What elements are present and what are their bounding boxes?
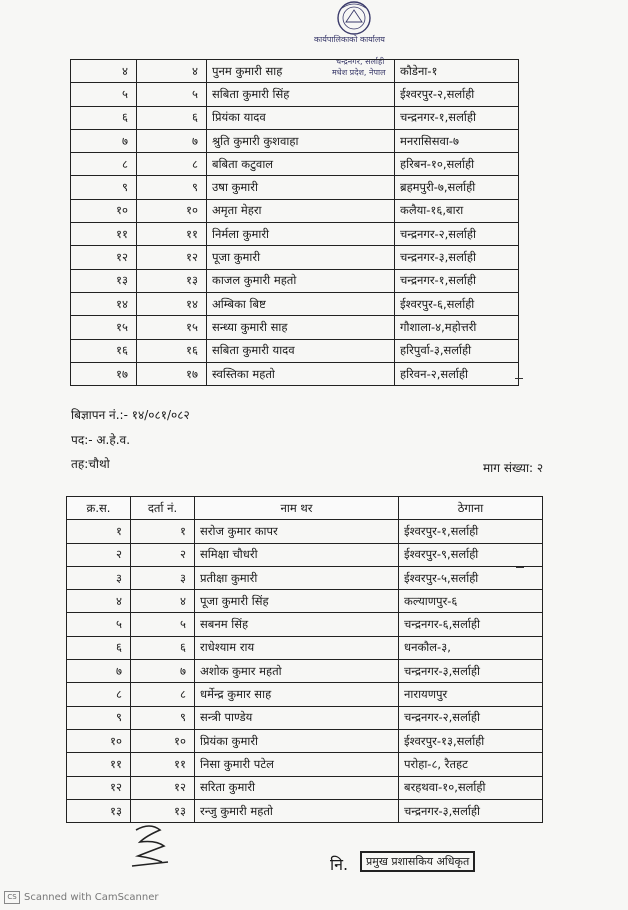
signature-title-stamp: प्रमुख प्रशासकिय अधिकृत	[360, 851, 475, 872]
address-cell: धनकौल-३,	[399, 636, 543, 659]
serial-cell: ३	[67, 566, 131, 589]
registration-cell: ६	[131, 636, 195, 659]
candidates-table	[66, 496, 543, 823]
table-row	[71, 223, 519, 246]
registration-cell: १६	[137, 339, 207, 362]
registration-cell: १	[131, 520, 195, 543]
address-cell: ब्रहमपुरी-७,सर्लाही	[395, 176, 519, 199]
registration-cell: ४	[137, 60, 207, 83]
name-cell: प्रियंका कुमारी	[195, 729, 399, 752]
registration-cell: १७	[137, 362, 207, 385]
candidates-table-continued	[70, 59, 519, 386]
header-registration: दर्ता नं.	[131, 497, 195, 520]
table-row	[71, 246, 519, 269]
table-row	[67, 660, 543, 683]
name-cell: काजल कुमारी महतो	[207, 269, 395, 292]
handwritten-signature	[126, 822, 172, 870]
registration-cell: ४	[131, 590, 195, 613]
serial-cell: १	[67, 520, 131, 543]
registration-cell: १२	[131, 776, 195, 799]
name-cell: उषा कुमारी	[207, 176, 395, 199]
address-cell: हरिपुर्वा-३,सर्लाही	[395, 339, 519, 362]
serial-cell: ६	[67, 636, 131, 659]
address-cell: चन्द्रनगर-६,सर्लाही	[399, 613, 543, 636]
address-cell: चन्द्रनगर-१,सर्लाही	[395, 269, 519, 292]
header-address: ठेगाना	[399, 497, 543, 520]
registration-cell: ११	[137, 223, 207, 246]
registration-cell: ६	[137, 106, 207, 129]
serial-cell: १३	[67, 799, 131, 822]
address-cell: ईश्वरपुर-१,सर्लाही	[399, 520, 543, 543]
name-cell: अशोक कुमार महतो	[195, 660, 399, 683]
address-cell: चन्द्रनगर-२,सर्लाही	[395, 223, 519, 246]
address-cell: चन्द्रनगर-१,सर्लाही	[395, 106, 519, 129]
stamp-line-1: कार्यपालिकाको कार्यालय	[314, 35, 385, 44]
name-cell: निसा कुमारी पटेल	[195, 753, 399, 776]
name-cell: श्रुति कुमारी कुशवाहा	[207, 129, 395, 152]
registration-cell: ८	[137, 153, 207, 176]
registration-cell: १३	[131, 799, 195, 822]
registration-cell: १०	[131, 729, 195, 752]
serial-cell: १०	[67, 729, 131, 752]
registration-cell: १४	[137, 292, 207, 315]
table-row	[67, 566, 543, 589]
serial-cell: १७	[71, 362, 137, 385]
name-cell: अमृता मेहरा	[207, 199, 395, 222]
name-cell: धर्मेन्द्र कुमार साह	[195, 683, 399, 706]
name-cell: सबिता कुमारी यादव	[207, 339, 395, 362]
stray-mark	[515, 378, 523, 379]
serial-cell: २	[67, 543, 131, 566]
address-cell: बरहथवा-१०,सर्लाही	[399, 776, 543, 799]
scanner-watermark	[4, 891, 159, 904]
name-cell: समिक्षा चौधरी	[195, 543, 399, 566]
name-cell: सन्ध्या कुमारी साह	[207, 316, 395, 339]
table-row	[67, 520, 543, 543]
table-row	[71, 153, 519, 176]
serial-cell: ११	[71, 223, 137, 246]
table-row	[67, 706, 543, 729]
post-title: पद:- अ.हे.व.	[71, 433, 131, 447]
name-cell: पूजा कुमारी	[207, 246, 395, 269]
registration-cell: ८	[131, 683, 195, 706]
registration-cell: ७	[131, 660, 195, 683]
registration-cell: ९	[131, 706, 195, 729]
serial-cell: ५	[67, 613, 131, 636]
serial-cell: १६	[71, 339, 137, 362]
serial-cell: १०	[71, 199, 137, 222]
address-cell: चन्द्रनगर-३,सर्लाही	[395, 246, 519, 269]
watermark-text: Scanned with CamScanner	[24, 892, 159, 903]
name-cell: प्रियंका यादव	[207, 106, 395, 129]
table-row	[67, 683, 543, 706]
name-cell: सबनम सिंह	[195, 613, 399, 636]
address-cell: हरिबन-१०,सर्लाही	[395, 153, 519, 176]
address-cell: ईश्वरपुर-५,सर्लाही	[399, 566, 543, 589]
address-cell: ईश्वरपुर-२,सर्लाही	[395, 83, 519, 106]
table-row	[67, 799, 543, 822]
serial-cell: १५	[71, 316, 137, 339]
address-cell: मनरासिसवा-७	[395, 129, 519, 152]
address-cell: हरिवन-२,सर्लाही	[395, 362, 519, 385]
address-cell: ईश्वरपुर-९,सर्लाही	[399, 543, 543, 566]
address-cell: गौशाला-४,महोत्तरी	[395, 316, 519, 339]
camscanner-logo-icon: CS	[4, 891, 20, 904]
serial-cell: ११	[67, 753, 131, 776]
serial-cell: ४	[67, 590, 131, 613]
table-row	[71, 176, 519, 199]
table-row	[71, 60, 519, 83]
name-cell: सरिता कुमारी	[195, 776, 399, 799]
table-row	[71, 106, 519, 129]
table-row	[67, 776, 543, 799]
header-serial: क्र.स.	[67, 497, 131, 520]
address-cell: ईश्वरपुर-१३,सर्लाही	[399, 729, 543, 752]
registration-cell: १५	[137, 316, 207, 339]
table-row	[71, 316, 519, 339]
name-cell: प्रतीक्षा कुमारी	[195, 566, 399, 589]
table-row	[71, 362, 519, 385]
table-row	[71, 339, 519, 362]
table-row	[67, 613, 543, 636]
serial-cell: ८	[71, 153, 137, 176]
demand-count: माग संख्या: २	[483, 461, 544, 475]
name-cell: निर्मला कुमारी	[207, 223, 395, 246]
name-cell: सबिता कुमारी सिंह	[207, 83, 395, 106]
table-header-row	[67, 497, 543, 520]
table-row	[67, 729, 543, 752]
registration-cell: २	[131, 543, 195, 566]
advertisement-number: बिज्ञापन नं.:- १४/०८१/०८२	[71, 408, 190, 422]
official-signature	[330, 843, 500, 879]
address-cell: कौडेना-१	[395, 60, 519, 83]
table-row	[71, 83, 519, 106]
name-cell: अम्बिका बिष्ट	[207, 292, 395, 315]
serial-cell: १४	[71, 292, 137, 315]
registration-cell: ९	[137, 176, 207, 199]
address-cell: परोहा-८, रैतहट	[399, 753, 543, 776]
serial-cell: ९	[67, 706, 131, 729]
serial-cell: ७	[71, 129, 137, 152]
table-row	[71, 129, 519, 152]
table-row	[67, 753, 543, 776]
address-cell: कलैया-१६,बारा	[395, 199, 519, 222]
registration-cell: ५	[131, 613, 195, 636]
serial-cell: ६	[71, 106, 137, 129]
table1-body	[71, 60, 519, 386]
name-cell: स्वस्तिका महतो	[207, 362, 395, 385]
table-row	[67, 543, 543, 566]
serial-cell: ९	[71, 176, 137, 199]
address-cell: नारायणपुर	[399, 683, 543, 706]
level-label: तह:चौथो	[71, 457, 110, 471]
name-cell: रन्जु कुमारी महतो	[195, 799, 399, 822]
registration-cell: ५	[137, 83, 207, 106]
address-cell: चन्द्रनगर-२,सर्लाही	[399, 706, 543, 729]
name-cell: सरोज कुमार कापर	[195, 520, 399, 543]
table-row	[67, 636, 543, 659]
table-row	[67, 590, 543, 613]
name-cell: राधेश्याम राय	[195, 636, 399, 659]
registration-cell: १२	[137, 246, 207, 269]
serial-cell: १२	[67, 776, 131, 799]
serial-cell: १३	[71, 269, 137, 292]
registration-cell: ११	[131, 753, 195, 776]
signature-prefix: नि.	[330, 855, 349, 874]
header-name: नाम थर	[195, 497, 399, 520]
stamp-line-3: मधेश प्रदेश, नेपाल	[332, 68, 386, 77]
serial-cell: ४	[71, 60, 137, 83]
serial-cell: ८	[67, 683, 131, 706]
address-cell: कल्याणपुर-६	[399, 590, 543, 613]
address-cell: ईश्वरपुर-६,सर्लाही	[395, 292, 519, 315]
registration-cell: १०	[137, 199, 207, 222]
serial-cell: ७	[67, 660, 131, 683]
table-row	[71, 269, 519, 292]
table-row	[71, 199, 519, 222]
registration-cell: ७	[137, 129, 207, 152]
stray-mark	[516, 567, 524, 568]
address-cell: चन्द्रनगर-३,सर्लाही	[399, 799, 543, 822]
name-cell: बबिता कटुवाल	[207, 153, 395, 176]
registration-cell: १३	[137, 269, 207, 292]
stamp-line-2: चन्द्रनगर, सर्लाही	[336, 57, 385, 66]
name-cell: पूजा कुमारी सिंह	[195, 590, 399, 613]
name-cell: पुनम कुमारी साह	[207, 60, 395, 83]
serial-cell: ५	[71, 83, 137, 106]
serial-cell: १२	[71, 246, 137, 269]
table2-body	[67, 520, 543, 823]
table-row	[71, 292, 519, 315]
address-cell: चन्द्रनगर-३,सर्लाही	[399, 660, 543, 683]
name-cell: सन्त्री पाण्डेय	[195, 706, 399, 729]
registration-cell: ३	[131, 566, 195, 589]
